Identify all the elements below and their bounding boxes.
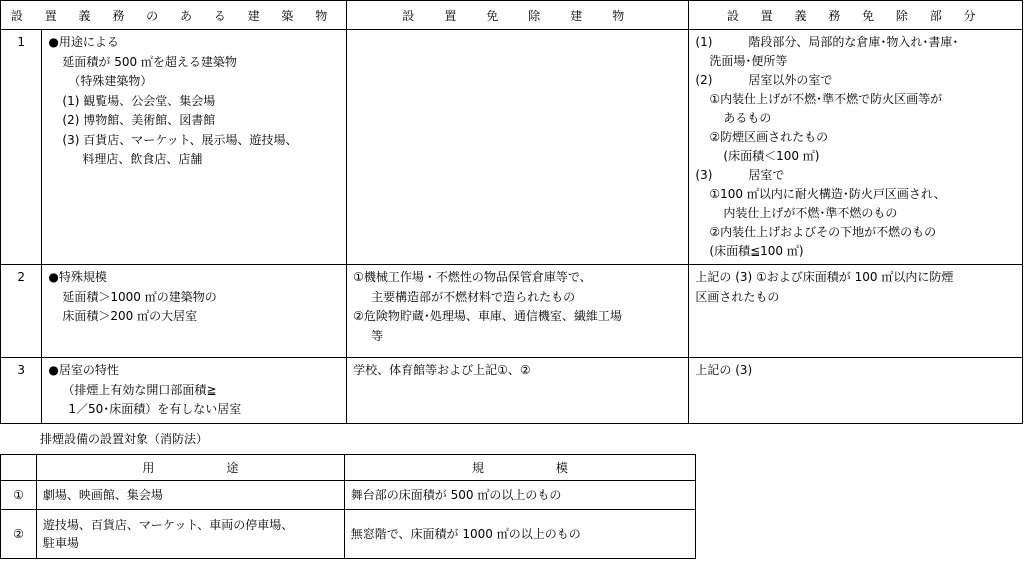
exempt-part-cell bbox=[689, 30, 1023, 265]
row-number: ② bbox=[1, 510, 37, 559]
header-exempt-buildings: 設 置 免 除 建 物 bbox=[347, 1, 689, 30]
fire-law-table bbox=[0, 454, 696, 559]
header-number bbox=[1, 455, 37, 481]
scale-cell: 舞台部の床面積が 500 ㎡の以上のもの bbox=[344, 481, 695, 510]
table-row bbox=[1, 510, 696, 559]
table-row bbox=[1, 30, 1023, 265]
exempt-building-cell bbox=[347, 30, 689, 265]
cell-line: (床面積≦100 ㎡) bbox=[709, 244, 804, 258]
cell-line: (1) 階段部分、局部的な倉庫･物入れ･書庫･ bbox=[695, 35, 959, 49]
row-number: ① bbox=[1, 481, 37, 510]
cell-line: ●居室の特性 bbox=[48, 363, 119, 377]
cell-line: ①内装仕上げが不燃･準不燃で防火区画等が bbox=[709, 92, 943, 106]
cell-line: (2) 博物館、美術館、図書館 bbox=[62, 113, 216, 127]
cell-line: ①機械工作場・不燃性の物品保管倉庫等で、 bbox=[353, 270, 592, 284]
row-number: 1 bbox=[1, 30, 42, 265]
cell-line: 劇場、映画館、集会場 bbox=[42, 488, 163, 502]
table-row bbox=[1, 481, 696, 510]
cell-line: （排煙上有効な開口部面積≧ bbox=[62, 382, 217, 397]
cell-line: 床面積＞200 ㎡の大居室 bbox=[62, 309, 198, 323]
cell-line: 学校、体育館等および上記①、② bbox=[353, 363, 531, 377]
cell-line: ●用途による bbox=[48, 35, 119, 49]
cell-line: ●特殊規模 bbox=[48, 270, 107, 284]
row-number: 2 bbox=[1, 265, 42, 358]
cell-line: 洗面場･便所等 bbox=[709, 54, 788, 68]
use-cell bbox=[36, 481, 344, 510]
cell-line: (3) 居室で bbox=[695, 168, 785, 182]
scale-cell: 無窓階で、床面積が 1000 ㎡の以上のもの bbox=[344, 510, 695, 559]
cell-line: ①100 ㎡以内に耐火構造･防火戸区画され、 bbox=[709, 187, 946, 201]
fire-law-caption: 排煙設備の設置対象（消防法） bbox=[40, 432, 209, 446]
exempt-part-cell bbox=[689, 358, 1023, 424]
cell-line: 等 bbox=[371, 328, 384, 343]
header-scale: 規 模 bbox=[344, 455, 695, 481]
cell-line: ②危険物貯蔵･処理場、車庫、通信機室、繊維工場 bbox=[353, 309, 622, 323]
cell-line: あるもの bbox=[723, 111, 772, 125]
header-exempt-parts: 設 置 義 務 免 除 部 分 bbox=[689, 1, 1023, 30]
cell-line: 遊技場、百貨店、マーケット、車両の停車場、 bbox=[42, 518, 294, 532]
cell-line: 区画されたもの bbox=[695, 289, 780, 304]
table-header-row bbox=[1, 455, 696, 481]
cell-line: (2) 居室以外の室で bbox=[695, 73, 833, 87]
required-building-cell bbox=[42, 265, 347, 358]
cell-line: (1) 観覧場、公会堂、集会場 bbox=[62, 93, 216, 108]
table-row bbox=[1, 265, 1023, 358]
header-use: 用 途 bbox=[36, 455, 344, 481]
cell-line: 上記の (3) ①および床面積が 100 ㎡以内に防煙 bbox=[695, 270, 954, 284]
use-cell bbox=[36, 510, 344, 559]
cell-line: ②内装仕上げおよびその下地が不燃のもの bbox=[709, 225, 937, 239]
required-building-cell bbox=[42, 30, 347, 265]
cell-line: 駐車場 bbox=[42, 536, 79, 550]
cell-line: （特殊建築物） bbox=[68, 74, 153, 88]
cell-line: (床面積＜100 ㎡) bbox=[723, 149, 820, 163]
required-building-cell bbox=[42, 358, 347, 424]
cell-line: (3) 百貨店、マーケット、展示場、遊技場、 bbox=[62, 132, 298, 147]
cell-line: 主要構造部が不燃材料で造られたもの bbox=[371, 289, 576, 304]
cell-line: 1／50･床面積）を有しない居室 bbox=[68, 402, 242, 416]
exempt-building-cell bbox=[347, 358, 689, 424]
cell-line: 上記の (3) bbox=[695, 363, 753, 377]
exempt-building-cell bbox=[347, 265, 689, 358]
cell-line: ②防煙区画されたもの bbox=[709, 130, 829, 144]
table-row bbox=[1, 358, 1023, 424]
cell-line: 内装仕上げが不燃･準不燃のもの bbox=[723, 206, 898, 220]
exempt-part-cell bbox=[689, 265, 1023, 358]
header-required-buildings: 設 置 義 務 の あ る 建 築 物 bbox=[1, 1, 347, 30]
cell-line: 延面積＞1000 ㎡の建築物の bbox=[62, 289, 217, 304]
table-header-row bbox=[1, 1, 1023, 30]
cell-line: 料理店、飲食店、店舗 bbox=[82, 152, 203, 166]
cell-line: 延面積が 500 ㎡を超える建築物 bbox=[62, 54, 237, 69]
row-number: 3 bbox=[1, 358, 42, 424]
